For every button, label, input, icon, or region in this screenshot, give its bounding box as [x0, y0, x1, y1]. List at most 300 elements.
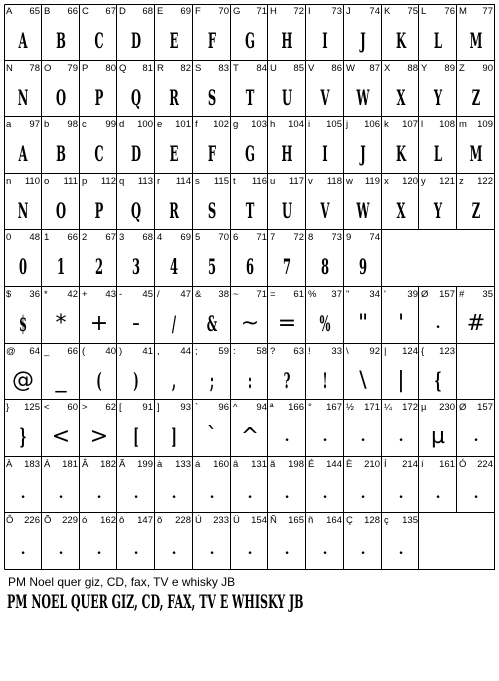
glyph-char: ^ — [233, 402, 238, 413]
glyph-code: 157 — [477, 402, 493, 413]
glyph-sample: J — [360, 141, 366, 166]
glyph-sample: @ — [12, 368, 34, 393]
glyph-cell — [4, 457, 42, 514]
glyph-code: 84 — [256, 63, 267, 74]
glyph-sample: . — [284, 541, 290, 558]
glyph-char: ½ — [346, 402, 354, 413]
glyph-sample: 1 — [56, 254, 66, 279]
glyph-sample: " — [357, 311, 369, 336]
glyph-code: 100 — [137, 119, 153, 130]
glyph-cell-label — [42, 232, 80, 244]
glyph-cell-label — [155, 119, 193, 131]
glyph-char: È — [346, 459, 353, 470]
glyph-char: W — [346, 63, 355, 74]
glyph-char: Ü — [233, 515, 240, 526]
glyph-code: 70 — [218, 6, 229, 17]
glyph-code: 86 — [331, 63, 342, 74]
glyph-cell-label — [117, 119, 155, 131]
glyph-cell — [382, 457, 420, 514]
glyph-char: J — [346, 6, 351, 17]
glyph-code: 71 — [256, 6, 267, 17]
glyph-cell — [117, 4, 155, 61]
glyph-code: 214 — [402, 459, 418, 470]
glyph-sample: | — [397, 368, 405, 393]
glyph-sample: O — [55, 198, 67, 223]
glyph-cell-label — [117, 232, 155, 244]
glyph-char: Á — [44, 459, 51, 470]
glyph-char: S — [195, 63, 202, 74]
glyph-sample: I — [322, 28, 328, 53]
glyph-cell — [4, 4, 42, 61]
glyph-code: 83 — [218, 63, 229, 74]
glyph-cell-label — [117, 402, 155, 414]
glyph-char: s — [195, 176, 200, 187]
glyph-cell — [344, 61, 382, 118]
glyph-code: 103 — [251, 119, 267, 130]
glyph-cell — [117, 400, 155, 457]
glyph-code: 68 — [142, 6, 153, 17]
glyph-cell — [268, 287, 306, 344]
glyph-cell — [382, 61, 420, 118]
glyph-cell — [117, 344, 155, 401]
glyph-cell-label — [268, 289, 306, 301]
glyph-cell-label — [193, 232, 231, 244]
glyph-code: 199 — [137, 459, 153, 470]
glyph-sample: . — [96, 541, 102, 558]
glyph-char: # — [459, 289, 465, 300]
glyph-sample: N — [17, 198, 29, 223]
glyph-cell — [268, 344, 306, 401]
glyph-cell — [268, 513, 306, 570]
glyph-char: ô — [119, 515, 125, 526]
glyph-code: 161 — [439, 459, 455, 470]
glyph-cell-label — [457, 63, 495, 75]
glyph-code: 66 — [67, 346, 78, 357]
glyph-cell-label — [306, 289, 344, 301]
glyph-cell-label — [117, 176, 155, 188]
glyph-code: 43 — [105, 289, 116, 300]
glyph-cell — [193, 344, 231, 401]
glyph-cell — [4, 174, 42, 231]
glyph-code: 230 — [439, 402, 455, 413]
glyph-cell — [382, 174, 420, 231]
glyph-char: ª — [270, 402, 274, 413]
glyph-code: 61 — [293, 289, 304, 300]
glyph-char: 8 — [308, 232, 314, 243]
glyph-code: 89 — [444, 63, 455, 74]
glyph-char: : — [233, 346, 236, 357]
glyph-char: Ã — [119, 459, 126, 470]
glyph-code: 72 — [293, 232, 304, 243]
glyph-cell — [4, 230, 42, 287]
glyph-cell — [42, 117, 80, 174]
glyph-code: 109 — [477, 119, 493, 130]
glyph-char: I — [308, 6, 311, 17]
glyph-cell-label — [4, 459, 42, 471]
glyph-sample: } — [19, 424, 27, 449]
glyph-cell-label — [344, 176, 382, 188]
glyph-code: 64 — [29, 346, 40, 357]
glyph-sample: ] — [171, 424, 177, 449]
glyph-cell — [80, 230, 118, 287]
glyph-cell-label — [42, 63, 80, 75]
glyph-cell-label — [268, 6, 306, 18]
glyph-sample: 6 — [245, 254, 255, 279]
glyph-code: 96 — [218, 402, 229, 413]
glyph-code: 47 — [180, 289, 191, 300]
glyph-code: 97 — [29, 119, 40, 130]
glyph-cell-label — [42, 459, 80, 471]
glyph-sample: ` — [206, 424, 218, 449]
glyph-cell-label — [193, 176, 231, 188]
glyph-sample: . — [360, 485, 366, 502]
glyph-code: 154 — [251, 515, 267, 526]
glyph-code: 74 — [369, 232, 380, 243]
glyph-cell — [155, 287, 193, 344]
glyph-sample: T — [245, 85, 255, 110]
glyph-cell — [306, 61, 344, 118]
glyph-cell-label — [457, 402, 495, 414]
glyph-cell-label — [117, 346, 155, 358]
glyph-char: X — [384, 63, 391, 74]
glyph-sample: W — [356, 198, 370, 223]
glyph-sample: Z — [471, 85, 481, 110]
glyph-cell-label — [80, 6, 118, 18]
glyph-code: 45 — [142, 289, 153, 300]
glyph-cell-label — [193, 119, 231, 131]
glyph-cell-label — [4, 232, 42, 244]
glyph-code: 76 — [444, 6, 455, 17]
glyph-code: 70 — [218, 232, 229, 243]
glyph-code: 93 — [180, 402, 191, 413]
glyph-char: ( — [82, 346, 86, 357]
glyph-sample: B — [56, 141, 66, 166]
glyph-cell — [80, 344, 118, 401]
glyph-code: 71 — [256, 232, 267, 243]
glyph-char: Y — [421, 63, 428, 74]
glyph-code: 63 — [293, 346, 304, 357]
glyph-cell — [80, 117, 118, 174]
glyph-code: 82 — [180, 63, 191, 74]
glyph-sample: ' — [397, 311, 405, 336]
glyph-cell-label — [231, 515, 269, 527]
glyph-cell — [42, 287, 80, 344]
glyph-cell-label — [193, 63, 231, 75]
glyph-code: 74 — [369, 6, 380, 17]
glyph-cell-label — [4, 6, 42, 18]
glyph-cell-label — [344, 63, 382, 75]
glyph-cell-label — [419, 346, 457, 358]
glyph-code: 113 — [137, 176, 153, 187]
glyph-cell-label — [344, 515, 382, 527]
glyph-sample: . — [398, 428, 404, 445]
glyph-code: 182 — [100, 459, 116, 470]
glyph-sample: . — [284, 485, 290, 502]
glyph-sample: G — [245, 141, 255, 166]
glyph-cell — [344, 287, 382, 344]
glyph-cell — [457, 287, 495, 344]
glyph-char: q — [119, 176, 125, 187]
glyph-cell-label — [155, 6, 193, 18]
glyph-cell — [344, 174, 382, 231]
glyph-sample: 4 — [169, 254, 179, 279]
glyph-char: { — [421, 346, 425, 357]
glyph-cell-label — [344, 402, 382, 414]
glyph-cell-label — [193, 515, 231, 527]
glyph-sample: . — [96, 485, 102, 502]
glyph-cell — [231, 117, 269, 174]
glyph-code: 165 — [288, 515, 304, 526]
glyph-char: + — [82, 289, 88, 300]
glyph-char: P — [82, 63, 89, 74]
glyph-cell — [268, 117, 306, 174]
glyph-sample: 7 — [282, 254, 292, 279]
glyph-cell-label — [231, 176, 269, 188]
glyph-cell-label — [344, 232, 382, 244]
glyph-sample: X — [396, 198, 406, 223]
glyph-char: f — [195, 119, 198, 130]
glyph-char: Ú — [195, 515, 202, 526]
glyph-code: 133 — [175, 459, 191, 470]
glyph-cell-label — [42, 346, 80, 358]
glyph-cell-label — [344, 346, 382, 358]
glyph-cell — [419, 400, 457, 457]
glyph-cell — [382, 513, 420, 570]
glyph-code: 122 — [477, 176, 493, 187]
glyph-char: Í — [384, 459, 387, 470]
glyph-sample: < — [51, 424, 71, 449]
glyph-sample: X — [396, 85, 406, 110]
glyph-code: 62 — [105, 402, 116, 413]
glyph-sample: 5 — [207, 254, 217, 279]
glyph-cell — [155, 513, 193, 570]
glyph-code: 172 — [402, 402, 418, 413]
glyph-code: 171 — [364, 402, 380, 413]
glyph-char: [ — [119, 402, 122, 413]
glyph-cell-label — [306, 346, 344, 358]
glyph-char: < — [44, 402, 50, 413]
glyph-sample: # — [466, 311, 486, 336]
glyph-cell-label — [344, 289, 382, 301]
glyph-cell — [193, 287, 231, 344]
glyph-cell — [117, 287, 155, 344]
glyph-code: 91 — [142, 402, 153, 413]
glyph-cell — [306, 287, 344, 344]
glyph-sample: . — [473, 428, 479, 445]
glyph-cell — [155, 230, 193, 287]
glyph-cell-label — [155, 63, 193, 75]
glyph-code: 226 — [24, 515, 40, 526]
glyph-cell-label — [419, 119, 457, 131]
glyph-cell-label — [268, 346, 306, 358]
glyph-char: A — [6, 6, 13, 17]
glyph-cell-label — [382, 119, 420, 131]
glyph-sample: P — [94, 198, 104, 223]
glyph-sample: µ — [431, 424, 445, 449]
glyph-cell-label — [306, 515, 344, 527]
glyph-char: r — [157, 176, 161, 187]
glyph-cell — [80, 400, 118, 457]
glyph-code: 80 — [105, 63, 116, 74]
glyph-cell — [344, 4, 382, 61]
glyph-cell — [268, 457, 306, 514]
glyph-cell — [193, 61, 231, 118]
glyph-code: 229 — [62, 515, 78, 526]
glyph-char: / — [157, 289, 160, 300]
glyph-cell-label — [42, 515, 80, 527]
glyph-cell-label — [268, 232, 306, 244]
glyph-cell-label — [231, 402, 269, 414]
glyph-sample: . — [435, 315, 441, 332]
glyph-cell-label — [344, 119, 382, 131]
glyph-cell-label — [42, 119, 80, 131]
glyph-code: 117 — [288, 176, 304, 187]
glyph-sample: Y — [433, 85, 443, 110]
glyph-cell-label — [231, 346, 269, 358]
glyph-char: m — [459, 119, 467, 130]
glyph-sample: ! — [322, 368, 328, 393]
glyph-code: 75 — [407, 6, 418, 17]
glyph-cell-label — [80, 232, 118, 244]
glyph-cell — [231, 174, 269, 231]
glyph-char: À — [6, 459, 13, 470]
glyph-cell — [231, 61, 269, 118]
glyph-cell-label — [42, 289, 80, 301]
glyph-cell — [419, 344, 457, 401]
glyph-sample: C — [94, 141, 104, 166]
glyph-code: 72 — [293, 6, 304, 17]
glyph-sample: U — [281, 85, 293, 110]
glyph-cell — [231, 4, 269, 61]
glyph-cell — [231, 513, 269, 570]
glyph-cell-label — [419, 176, 457, 188]
glyph-sample: . — [398, 485, 404, 502]
glyph-code: 66 — [67, 6, 78, 17]
glyph-cell-label — [344, 6, 382, 18]
glyph-sample: . — [209, 541, 215, 558]
glyph-code: 147 — [137, 515, 153, 526]
glyph-char: = — [270, 289, 276, 300]
glyph-char: % — [308, 289, 317, 300]
glyph-cell-label — [4, 515, 42, 527]
glyph-code: 167 — [326, 402, 342, 413]
glyph-code: 98 — [67, 119, 78, 130]
sample-text-rendered: PM NOEL QUER GIZ, CD, FAX, TV E WHISKY JB — [7, 591, 304, 613]
glyph-char: 0 — [6, 232, 12, 243]
glyph-cell — [344, 117, 382, 174]
glyph-cell — [117, 61, 155, 118]
glyph-sample: 2 — [94, 254, 104, 279]
glyph-cell — [42, 4, 80, 61]
glyph-cell — [155, 400, 193, 457]
glyph-code: 67 — [105, 6, 116, 17]
glyph-char: F — [195, 6, 201, 17]
glyph-char: õ — [157, 515, 163, 526]
glyph-cell — [80, 4, 118, 61]
glyph-code: 85 — [293, 63, 304, 74]
glyph-cell — [382, 287, 420, 344]
glyph-code: 67 — [105, 232, 116, 243]
glyph-cell-label — [231, 119, 269, 131]
glyph-sample: \ — [359, 368, 367, 393]
glyph-code: 69 — [180, 232, 191, 243]
glyph-char: Â — [82, 459, 89, 470]
glyph-cell — [419, 61, 457, 118]
glyph-sample: F — [207, 28, 217, 53]
glyph-cell-label — [155, 232, 193, 244]
glyph-sample: . — [435, 485, 441, 502]
glyph-sample: U — [281, 198, 293, 223]
glyph-sample: . — [58, 541, 64, 558]
glyph-char: 7 — [270, 232, 276, 243]
glyph-sample: O — [55, 85, 67, 110]
glyph-sample: . — [247, 485, 253, 502]
glyph-sample: 9 — [358, 254, 368, 279]
glyph-cell — [4, 287, 42, 344]
glyph-cell — [457, 400, 495, 457]
glyph-sample: E — [169, 28, 179, 53]
glyph-char: v — [308, 176, 313, 187]
glyph-char: u — [270, 176, 276, 187]
glyph-cell-label — [155, 402, 193, 414]
glyph-char: á — [195, 459, 201, 470]
glyph-char: & — [195, 289, 202, 300]
glyph-code: 60 — [67, 402, 78, 413]
glyph-char: h — [270, 119, 276, 130]
glyph-cell-label — [306, 459, 344, 471]
glyph-cell-label — [231, 232, 269, 244]
glyph-char: , — [157, 346, 160, 357]
glyph-cell-label — [117, 515, 155, 527]
glyph-char: 1 — [44, 232, 50, 243]
glyph-code: 71 — [256, 289, 267, 300]
glyph-cell — [42, 61, 80, 118]
glyph-cell — [42, 457, 80, 514]
glyph-sample: G — [245, 28, 255, 53]
glyph-cell — [193, 174, 231, 231]
glyph-sample: ~ — [240, 311, 260, 336]
glyph-sample: A — [18, 141, 28, 166]
glyph-char: Õ — [44, 515, 52, 526]
glyph-sample: I — [322, 141, 328, 166]
glyph-code: 233 — [213, 515, 229, 526]
glyph-cell-label — [80, 515, 118, 527]
glyph-char: K — [384, 6, 391, 17]
glyph-code: 81 — [142, 63, 153, 74]
glyph-cell — [306, 230, 344, 287]
glyph-char: ¼ — [384, 402, 392, 413]
glyph-cell — [80, 61, 118, 118]
glyph-cell-label — [155, 515, 193, 527]
glyph-cell — [268, 400, 306, 457]
glyph-cell-label — [231, 6, 269, 18]
glyph-sample: ( — [96, 368, 102, 393]
glyph-cell — [344, 457, 382, 514]
glyph-sample: T — [245, 198, 255, 223]
glyph-char: 4 — [157, 232, 163, 243]
glyph-sample: K — [395, 141, 407, 166]
glyph-sample: : — [247, 368, 253, 393]
glyph-sample: . — [171, 541, 177, 558]
glyph-cell-label — [193, 289, 231, 301]
glyph-char: * — [44, 289, 48, 300]
glyph-cell-label — [457, 459, 495, 471]
glyph-char: i — [308, 119, 311, 130]
glyph-char: ~ — [233, 289, 239, 300]
glyph-cell-label — [42, 6, 80, 18]
glyph-cell — [419, 4, 457, 61]
glyph-cell — [42, 174, 80, 231]
